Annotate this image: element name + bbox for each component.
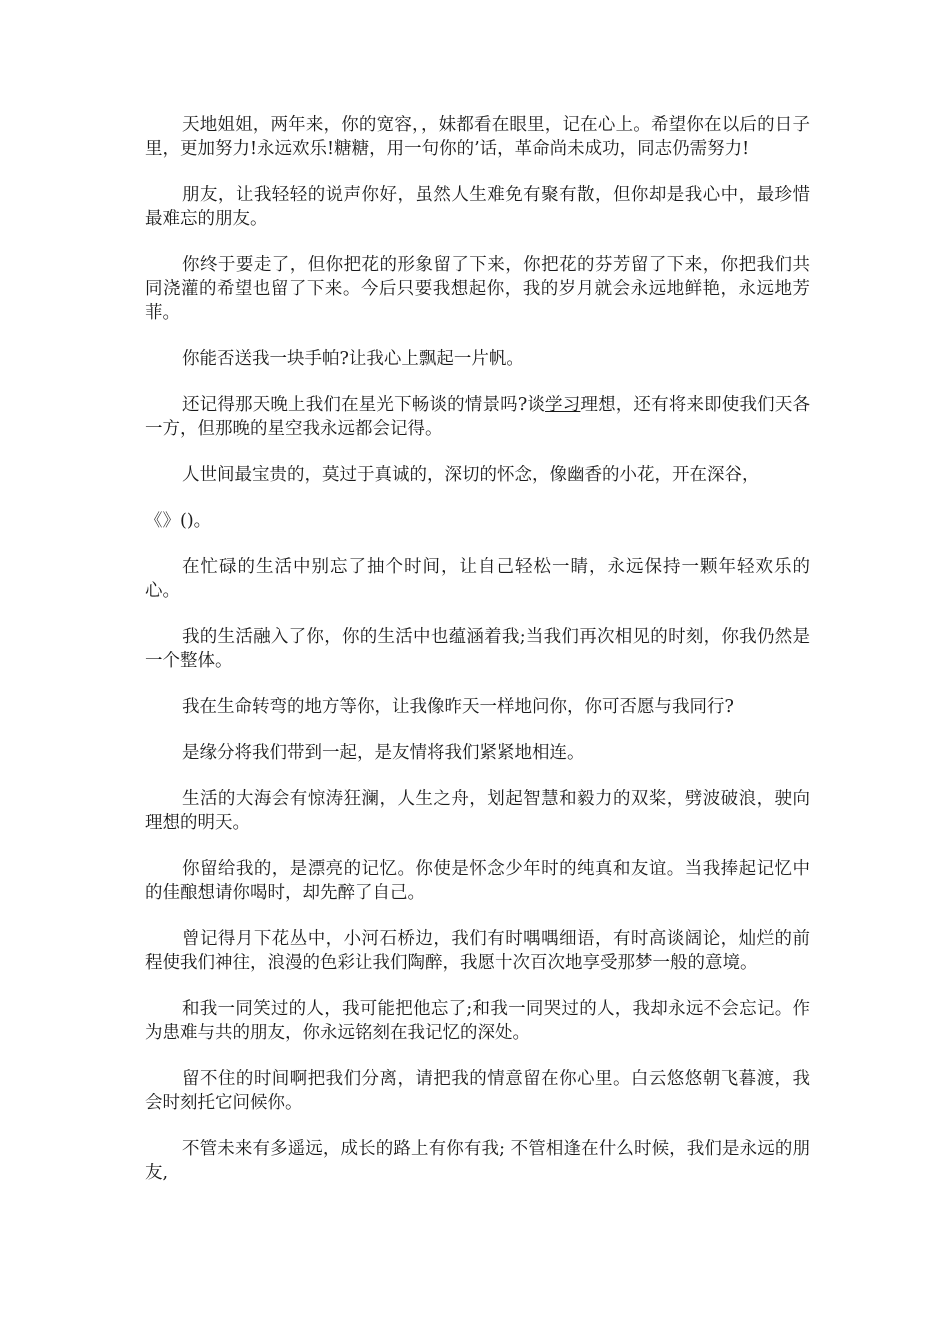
paragraph: 和我一同笑过的人，我可能把他忘了;和我一同哭过的人，我却永远不会忘记。作为患难与共的朋友，你永远铭刻在我记忆的深处。 [145,999,810,1043]
paragraph: 不管未来有多遥远，成长的路上有你有我; 不管相逢在什么时候，我们是永远的朋友, [145,1139,810,1183]
paragraph-text: 还记得那天晚上我们在星光下畅谈的情景吗?谈 [182,395,546,415]
paragraph: 你终于要走了，但你把花的形象留了下来，你把花的芬芳留了下来，你把我们共同浇灌的希望也留了下来。今后只要我想起你，我的岁月就会永远地鲜艳，永远地芳菲。 [145,255,810,323]
paragraph: 朋友，让我轻轻的说声你好，虽然人生难免有聚有散，但你却是我心中，最珍惜最难忘的朋友。 [145,185,810,229]
paragraph: 在忙碌的生活中别忘了抽个时间，让自己轻松一睛，永远保持一颗年轻欢乐的心。 [145,557,810,601]
paragraph: 是缘分将我们带到一起，是友情将我们紧紧地相连。 [182,743,585,763]
paragraph: 生活的大海会有惊涛狂澜，人生之舟，划起智慧和毅力的双桨，劈波破浪，驶向理想的明天。 [145,789,810,833]
paragraph: 留不住的时间啊把我们分离，请把我的情意留在你心里。白云悠悠朝飞暮渡，我会时刻托它问候你。 [145,1069,810,1113]
study-link[interactable]: 学习 [545,395,581,415]
paragraph: 天地姐姐，两年来，你的宽容，，妹都看在眼里，记在心上。希望你在以后的日子里，更加努力!永远欢乐!糖糖，用一句你的’话，革命尚未成功，同志仍需努力! [145,115,810,159]
paragraph: 你留给我的，是漂亮的记忆。你使是怀念少年时的纯真和友谊。当我捧起记忆中的佳酿想请你喝时，却先醉了自己。 [145,859,810,903]
paragraph: 你能否送我一块手帕?让我心上飘起一片帆。 [182,349,524,369]
paragraph: 我的生活融入了你，你的生活中也蕴涵着我;当我们再次相见的时刻，你我仍然是一个整体。 [145,627,810,671]
paragraph: 我在生命转弯的地方等你，让我像昨天一样地问你，你可否愿与我同行? [182,697,734,717]
document-body [145,113,810,1207]
paragraph: 人世间最宝贵的，莫过于真诚的，深切的怀念，像幽香的小花，开在深谷， [182,465,760,485]
paragraph-with-link [145,393,810,441]
paragraph-text: 理想，还有将来即使我们天各一方，但那晚的星空我永远都会记得。 [145,395,811,439]
fragment-line: 《》()。 [145,511,212,531]
paragraph: 曾记得月下花丛中，小河石桥边，我们有时喁喁细语，有时高谈阔论，灿烂的前程使我们神往，浪漫的色彩让我们陶醉，我愿十次百次地享受那梦一般的意境。 [145,929,810,973]
